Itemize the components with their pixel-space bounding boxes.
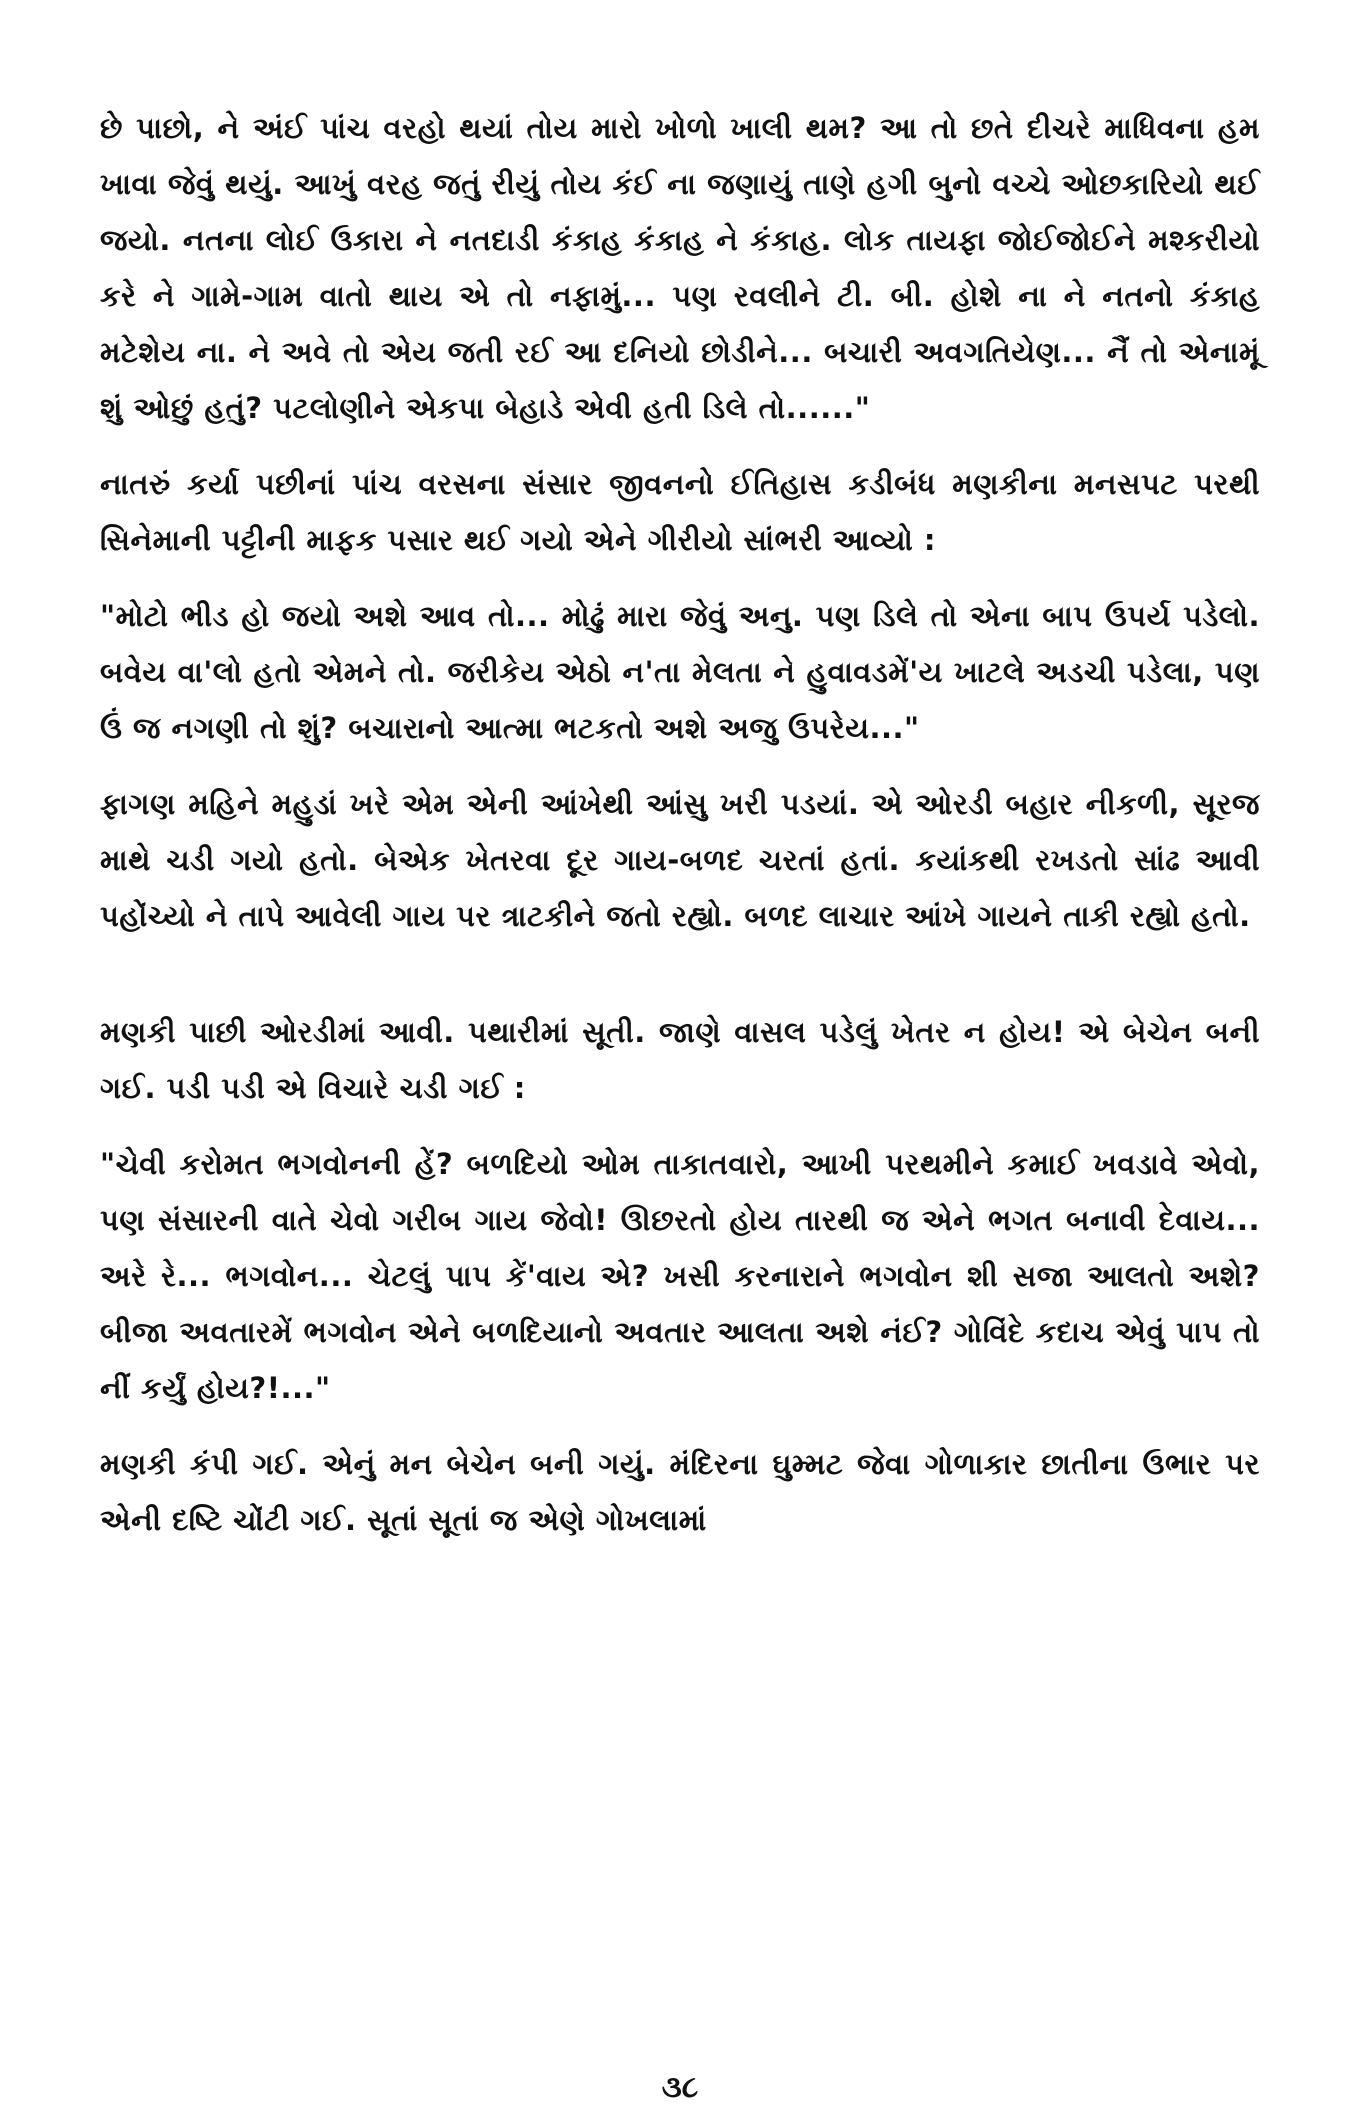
page-number: ૩૮ (661, 2070, 699, 2105)
paragraph-1: છે પાછો, ને અંઈ પાંચ વરહો થયાં તોય મારો ખોળો ખાલી થમ? આ તો છતે દીચરે માધિવના હમ ખાવા જેવું થયું. આખું વરહ જતું રીયું તોય કંઈ ના જણાયું તાણે હગી બુનો વચ્ચે ઓછકારિયો થઈ જયો. નતના લોઈ ઉકારા ને નતદાડી કંકાહ કંકાહ ને કંકાહ. લોક તાયફા જોઈજોઈને મશ્કરીયો કરે ને ગામે-ગામ વાતો થાય એ તો નફામું... પણ રવલીને ટી. બી. હોશે ના ને નતનો કંકાહ મટેશેય ના. ને અવે તો એય જતી રઈ આ દનિયો છોડીને... બચારી અવગતિયેણ... નૈં તો એનામૂં શું ઓછું હતું? પટલોણીને એકપા બેહાડે એવી હતી ડિલે તો......" (100, 111, 1260, 425)
document-page (100, 100, 1260, 2105)
paragraph-2: નાતરું કર્યા પછીનાં પાંચ વરસના સંસાર જીવનનો ઈતિહાસ કડીબંધ મણકીના મનસપટ પરથી સિનેમાની પટ્ટીની માફક પસાર થઈ ગયો એને ગીરીયો સાંભરી આવ્યો : (100, 467, 1260, 557)
paragraph-3: "મોટો ભીડ હો જયો અશે આવ તો... મોઢું મારા જેવું અનુ. પણ ડિલે તો એના બાપ ઉપર્ય પડેલો. બવેય વા'લો હતો એમને તો. જરીકેય એઠો ન'તા મેલતા ને હુવાવડમેં'ય ખાટલે અડચી પડેલા, પણ ઉં જ નગણી તો શું? બચારાનો આત્મા ભટકતો અશે અજુ ઉપરેય..." (100, 599, 1260, 745)
paragraph-5: મણકી પાછી ઓરડીમાં આવી. પથારીમાં સૂતી. જાણે વાસલ પડેલું ખેતર ન હોય! એ બેચેન બની ગઈ. પડી પડી એ વિચારે ચડી ગઈ : (100, 1015, 1260, 1105)
paragraph-6: "ચેવી કરોમત ભગવોનની હેં? બળદિયો ઓમ તાકાતવારો, આખી પરથમીને કમાઈ ખવડાવે એવો, પણ સંસારની વાતે ચેવો ગરીબ ગાય જેવો! ઊછરતો હોય તારથી જ એને ભગત બનાવી દેવાય... અરે રે... ભગવોન... ચેટલું પાપ કેં'વાય એ? ખસી કરનારાને ભગવોન શી સજા આલતો અશે? બીજા અવતારમેં ભગવોન એને બળદિયાનો અવતાર આલતા અશે નંઈ? ગોવિંદે કદાચ એવું પાપ તો નીં કર્યું હોય?!..." (100, 1147, 1260, 1405)
paragraph-7: મણકી કંપી ગઈ. એનું મન બેચેન બની ગયું. મંદિરના ઘુમ્મટ જેવા ગોળાકાર છાતીના ઉભાર પર એની દષ્ટિ ચોંટી ગઈ. સૂતાં સૂતાં જ એણે ગોખલામાં (100, 1447, 1260, 1537)
paragraph-4: ફાગણ મહિને મહુડાં ખરે એમ એની આંખેથી આંસુ ખરી પડયાં. એ ઓરડી બહાર નીકળી, સૂરજ માથે ચડી ગયો હતો. બેએક ખેતરવા દૂર ગાય-બળદ ચરતાં હતાં. કયાંકથી રખડતો સાંઢ આવી પહોંચ્યો ને તાપે આવેલી ગાય પર ત્રાટકીને જતો રહ્યો. બળદ લાચાર આંખે ગાયને તાકી રહ્યો હતો. (100, 787, 1260, 933)
